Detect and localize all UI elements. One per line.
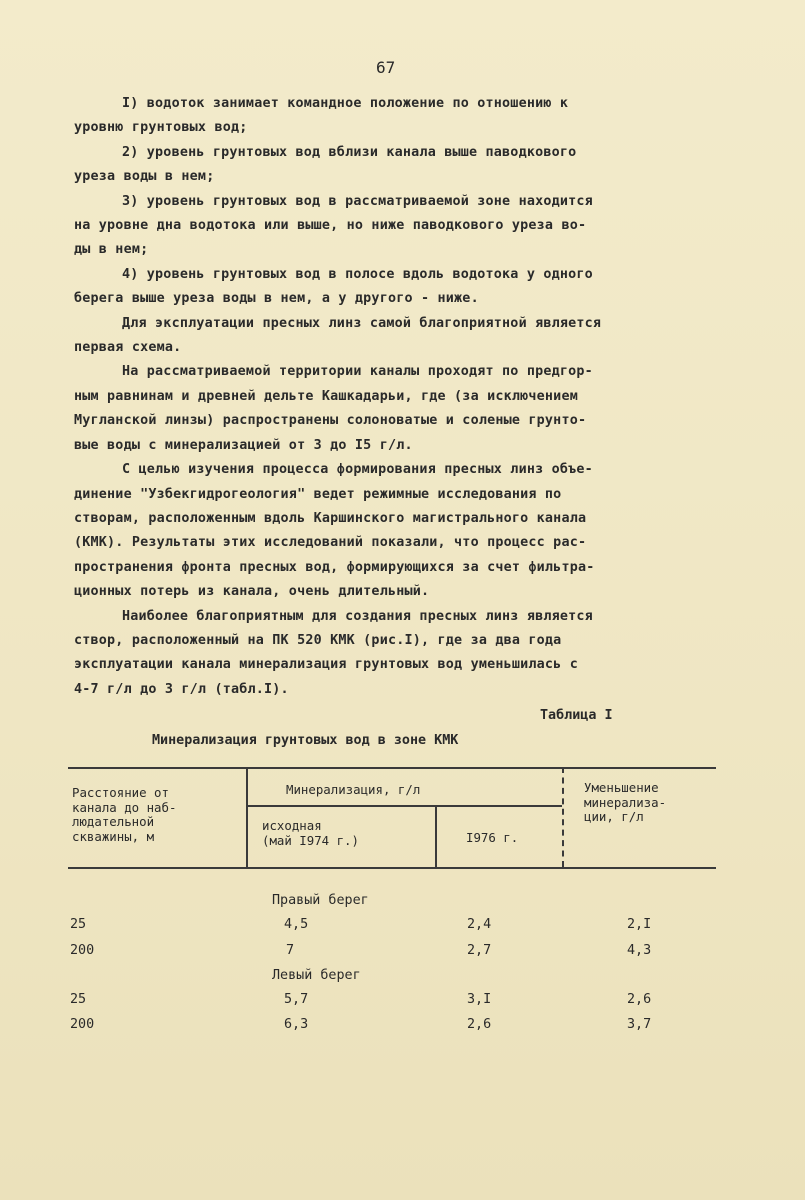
text-line: 4) уровень грунтовых вод в полосе вдоль водотока у одного	[122, 266, 593, 282]
text-line: уреза воды в нем;	[74, 169, 215, 185]
table-col-divider-3	[562, 767, 564, 867]
table-cell: 4,5	[284, 917, 309, 932]
text-line: ным равнинам и древней дельте Кашкадарьи, где (за исключением	[74, 388, 578, 404]
body-text	[74, 92, 714, 702]
table-bottom-rule	[68, 867, 716, 869]
table-cell: 5,7	[284, 992, 309, 1007]
page-number: 67	[376, 58, 396, 77]
text-line: Мугланской линзы) распространены солоноватые и соленые грунто-	[74, 413, 587, 429]
text-line: эксплуатации канала минерализация грунтовых вод уменьшилась с	[74, 657, 578, 673]
text-line: 2) уровень грунтовых вод вблизи канала выше паводкового	[122, 144, 577, 160]
text-line: на уровне дна водотока или выше, но ниже паводкового уреза во-	[74, 218, 587, 234]
text-line: берега выше уреза воды в нем, а у другого - ниже.	[74, 291, 479, 307]
text-line: Для эксплуатации пресных линз самой благоприятной является	[122, 315, 602, 331]
table-cell: 7	[286, 943, 295, 958]
table-title: Минерализация грунтовых вод в зоне КМК	[152, 733, 459, 748]
text-line: первая схема.	[74, 340, 182, 356]
text-line: (КМК). Результаты этих исследований показали, что процесс рас-	[74, 535, 587, 551]
header-year: I976 г.	[466, 830, 519, 845]
header-mineralization: Минерализация, г/л	[286, 782, 421, 797]
table-cell: 3,I	[467, 992, 492, 1007]
table-mid-rule	[248, 805, 562, 807]
text-line: пространения фронта пресных вод, формирующихся за счет фильтра-	[74, 559, 595, 575]
text-line: На рассматриваемой территории каналы проходят по предгор-	[122, 364, 593, 380]
table-cell: 2,6	[627, 992, 652, 1007]
text-line: уровню грунтовых вод;	[74, 120, 248, 136]
text-line: 4-7 г/л до 3 г/л (табл.I).	[74, 681, 289, 697]
text-line: ды в нем;	[74, 242, 149, 258]
text-line: С целью изучения процесса формирования пресных линз объе-	[122, 462, 593, 478]
table-cell: 2,I	[627, 917, 652, 932]
header-decrease: Уменьшение минерализа- ции, г/л	[584, 780, 667, 824]
table-cell: 2,6	[467, 1017, 492, 1032]
table-cell: 200	[70, 943, 95, 958]
text-line: 3) уровень грунтовых вод в рассматриваемой зоне находится	[122, 193, 593, 209]
section-left-bank: Левый берег	[272, 968, 361, 983]
table-top-rule	[68, 767, 716, 769]
text-line: створ, расположенный на ПК 520 КМК (рис.I), где за два года	[74, 632, 562, 648]
header-distance: Расстояние от канала до наб- людательной скважины, м	[72, 785, 177, 844]
table-cell: 6,3	[284, 1017, 309, 1032]
table-col-divider-2	[435, 805, 437, 867]
text-line: I) водоток занимает командное положение по отношению к	[122, 96, 569, 111]
text-line: вые воды с минерализацией от 3 до I5 г/л.	[74, 437, 413, 453]
text-line: ционных потерь из канала, очень длительный.	[74, 584, 430, 600]
table-cell: 4,3	[627, 943, 652, 958]
text-line: динение "Узбекгидрогеология" ведет режимные исследования по	[74, 486, 562, 502]
table-cell: 2,4	[467, 917, 492, 932]
text-line: Наиболее благоприятным для создания пресных линз является	[122, 608, 593, 624]
table-cell: 25	[70, 992, 87, 1007]
table-col-divider-1	[246, 767, 248, 867]
section-right-bank: Правый берег	[272, 893, 369, 908]
table-cell: 200	[70, 1017, 95, 1032]
table-label: Таблица I	[540, 708, 613, 723]
text-line: створам, расположенным вдоль Каршинского магистрального канала	[74, 510, 587, 526]
table-cell: 3,7	[627, 1017, 652, 1032]
header-initial: исходная (май I974 г.)	[262, 818, 359, 848]
table-cell: 25	[70, 917, 87, 932]
table-cell: 2,7	[467, 943, 492, 958]
